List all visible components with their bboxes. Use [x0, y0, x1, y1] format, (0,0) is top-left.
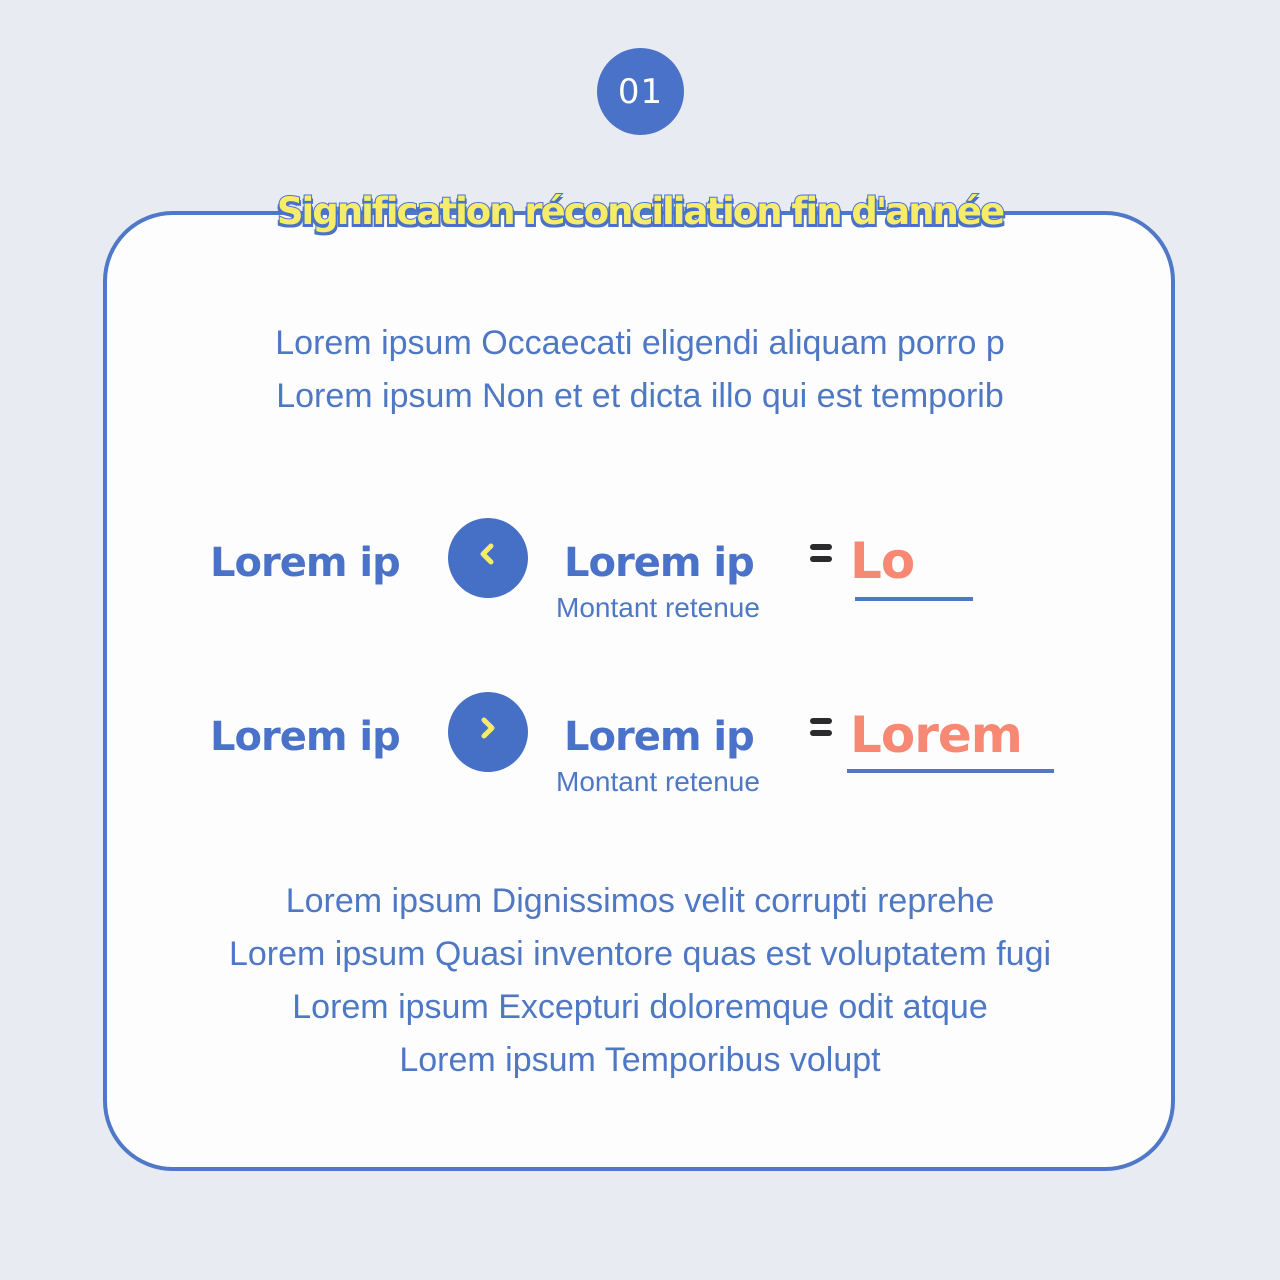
- intro-paragraph: [0, 317, 1280, 423]
- middle-term: Lorem ip: [564, 540, 754, 586]
- outro-line: Lorem ipsum Quasi inventore quas est voluptatem fugi: [228, 935, 1052, 973]
- chevron-right-icon: [473, 714, 503, 744]
- equals-sign: [810, 718, 832, 738]
- intro-line: Lorem ipsum Non et et dicta illo qui est temporib: [276, 377, 1004, 415]
- comparison-row-less-than: [0, 510, 1280, 630]
- comparison-row-greater-than: [0, 684, 1280, 804]
- intro-line: Lorem ipsum Occaecati eligendi aliquam porro p: [275, 324, 1005, 362]
- step-number-badge: [597, 48, 684, 135]
- outro-line: Lorem ipsum Temporibus volupt: [399, 1041, 881, 1079]
- step-number: 01: [617, 71, 664, 112]
- left-term: Lorem ip: [210, 714, 400, 760]
- middle-caption: Montant retenue: [556, 592, 760, 623]
- outro-line: Lorem ipsum Dignissimos velit corrupti reprehe: [285, 882, 995, 920]
- chevron-left-icon: [473, 540, 503, 570]
- result-underline: [847, 769, 1054, 773]
- middle-caption: Montant retenue: [556, 766, 760, 797]
- outro-paragraph: [0, 875, 1280, 1087]
- card-title: Signification réconciliation fin d'année: [276, 190, 1004, 233]
- result-value: Lo: [850, 532, 915, 590]
- operator-badge: [448, 692, 528, 772]
- result-value: Lorem: [850, 706, 1022, 764]
- middle-term: Lorem ip: [564, 714, 754, 760]
- outro-line: Lorem ipsum Excepturi doloremque odit atque: [292, 988, 988, 1026]
- equals-sign: [810, 544, 832, 564]
- left-term: Lorem ip: [210, 540, 400, 586]
- operator-badge: [448, 518, 528, 598]
- result-underline: [855, 597, 973, 601]
